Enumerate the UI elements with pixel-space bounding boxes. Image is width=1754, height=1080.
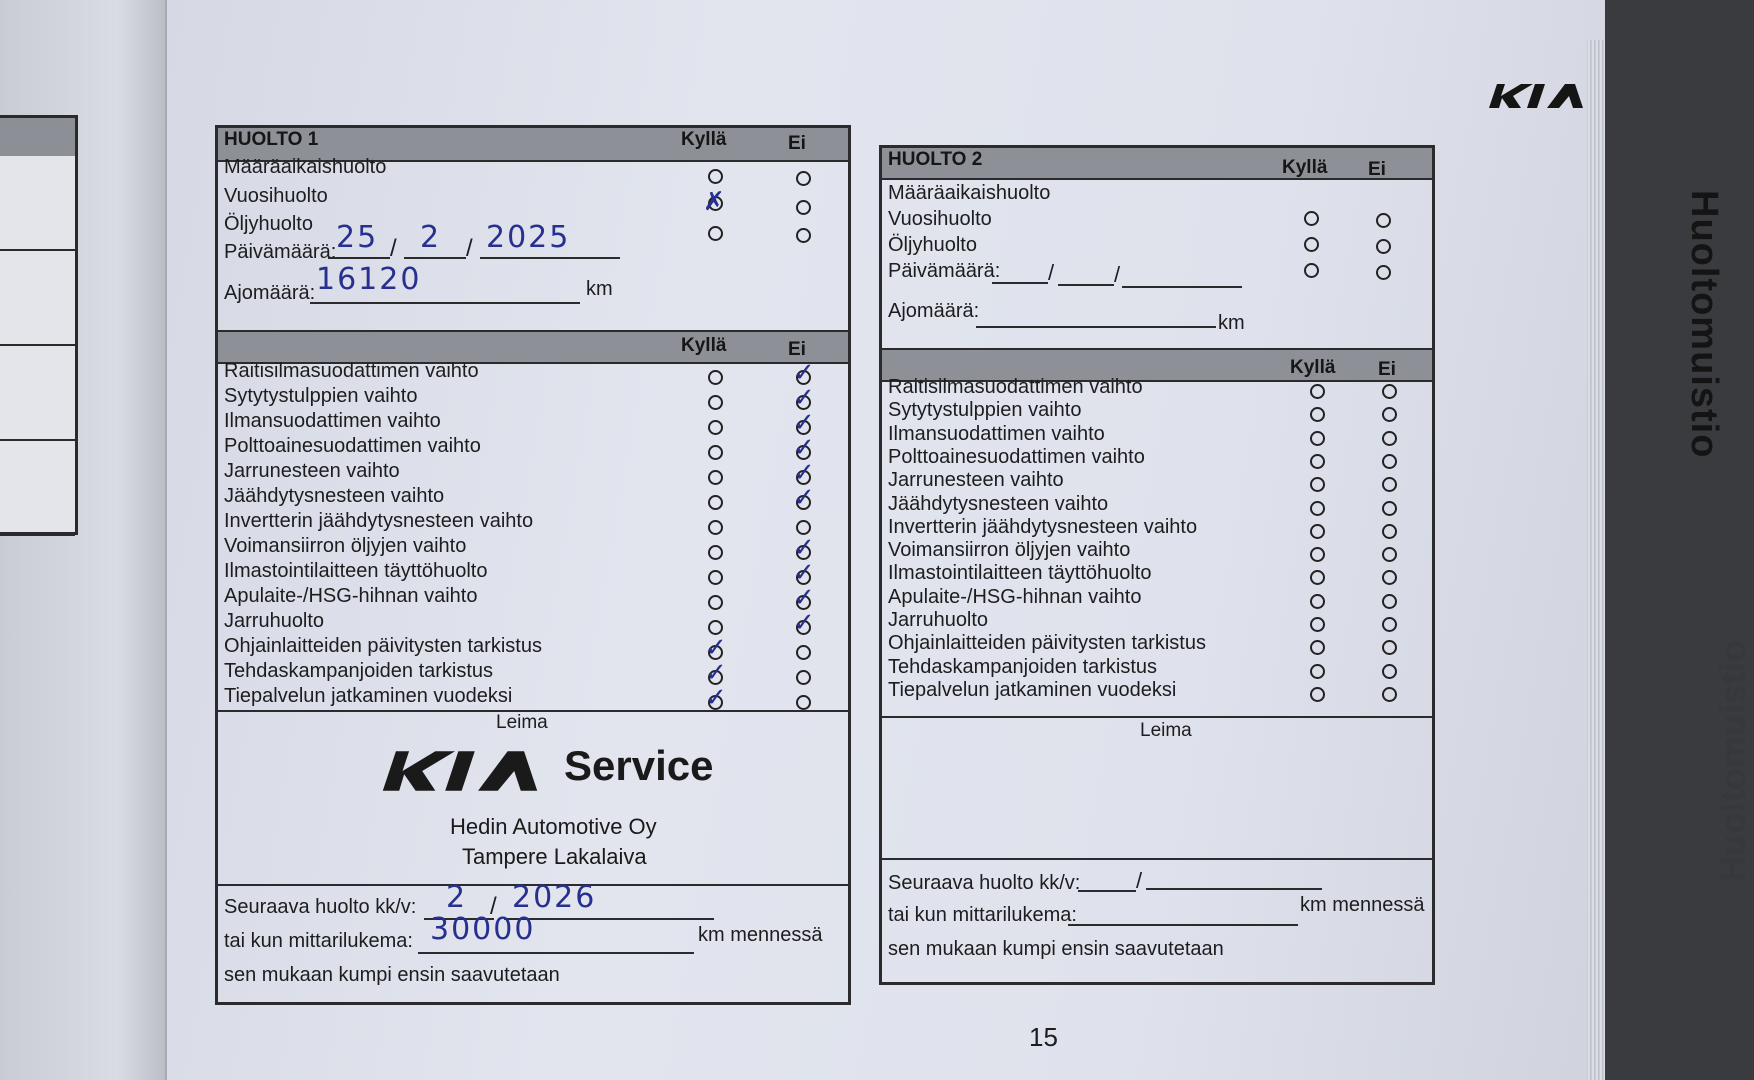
task-no-circle[interactable]	[1382, 570, 1397, 585]
form2-col-yes: Kyllä	[1282, 157, 1328, 178]
form1-mileage-next-value: 30000	[430, 912, 536, 947]
form1-col-yes: Kyllä	[681, 129, 727, 150]
check-mark-icon: ✓	[793, 408, 815, 438]
form1-date-day: 25	[336, 220, 379, 255]
task-yes-circle[interactable]	[1310, 384, 1325, 399]
task-label: Sytytystulppien vaihto	[888, 399, 1082, 422]
form2-title: HUOLTO 2	[888, 149, 983, 170]
form1-date-label: Päivämäärä:	[224, 241, 337, 263]
form1-mileage-next-label: tai kun mittarilukema:	[224, 930, 413, 952]
form1-maaraaikais-no-circle[interactable]	[796, 171, 811, 186]
task-no-circle[interactable]	[1382, 384, 1397, 399]
task-no-circle[interactable]	[1382, 524, 1397, 539]
form2-oljy-yes-circle[interactable]	[1304, 263, 1319, 278]
task-label: Ilmansuodattimen vaihto	[888, 422, 1105, 445]
task-label: Tiepalvelun jatkaminen vuodeksi	[888, 678, 1177, 701]
task-yes-circle[interactable]	[708, 470, 723, 485]
task-label: Ilmastointilaitteen täyttöhuolto	[224, 560, 488, 582]
form1-mileage-label: Ajomäärä:	[224, 282, 316, 304]
form1-mileage-value: 16120	[316, 262, 422, 297]
task-yes-circle[interactable]	[1310, 547, 1325, 562]
task-yes-circle[interactable]	[1310, 524, 1325, 539]
task-label: Tehdaskampanjoiden tarkistus	[224, 660, 494, 682]
kia-logo-icon	[1487, 82, 1585, 110]
check-mark-icon: ✓	[793, 583, 815, 613]
form1-footer-note: sen mukaan kumpi ensin saavutetaan	[224, 964, 560, 986]
check-mark-icon: ✓	[793, 433, 815, 463]
form2-col-no: Ei	[1368, 159, 1386, 180]
page-number: 15	[1029, 1022, 1058, 1052]
check-mark-icon: ✓	[793, 358, 815, 388]
form1-row-maaraaikaishuolto: Määräaikaishuolto	[224, 156, 387, 178]
task-no-circle[interactable]	[1382, 547, 1397, 562]
form2-task-col-no: Ei	[1378, 359, 1396, 380]
task-no-circle[interactable]	[1382, 407, 1397, 422]
task-yes-circle[interactable]	[708, 595, 723, 610]
form1-stamp	[378, 740, 738, 880]
task-label: Polttoainesuodattimen vaihto	[224, 435, 481, 457]
form2-mileage-next-label: tai kun mittarilukema:	[888, 904, 1077, 926]
form1-maaraaikais-yes-circle[interactable]	[708, 169, 723, 184]
task-label: Apulaite-/HSG-hihnan vaihto	[224, 585, 478, 607]
task-no-circle[interactable]	[1382, 617, 1397, 632]
side-title-ghost: Huoltomuistio	[1712, 640, 1753, 882]
form1-stamp-label: Leima	[496, 712, 548, 733]
task-label: Tehdaskampanjoiden tarkistus	[888, 655, 1158, 678]
form1-task-col-no: Ei	[788, 339, 806, 360]
task-yes-circle[interactable]	[1310, 431, 1325, 446]
check-mark-icon: ✓	[705, 633, 727, 663]
check-mark-icon: ✓	[705, 683, 727, 713]
task-no-circle[interactable]	[1382, 664, 1397, 679]
left-page	[0, 0, 168, 1080]
check-mark-icon: ✓	[793, 533, 815, 563]
task-label: Invertterin jäähdytysnesteen vaihto	[888, 515, 1198, 538]
form1-tasks-header	[218, 330, 848, 364]
task-yes-circle[interactable]	[708, 520, 723, 535]
form1-next-label: Seuraava huolto kk/v:	[224, 896, 417, 918]
task-yes-circle[interactable]	[1310, 640, 1325, 655]
form2-header	[882, 146, 1432, 180]
task-label: Jarrunesteen vaihto	[224, 460, 400, 482]
task-yes-circle[interactable]	[1310, 501, 1325, 516]
form2-vuosi-no-circle[interactable]	[1376, 239, 1391, 254]
check-mark-icon: ✓	[793, 608, 815, 638]
form2-row-oljyhuolto: Öljyhuolto	[888, 234, 977, 256]
task-no-circle[interactable]	[796, 670, 811, 685]
form1-date-month: 2	[420, 220, 442, 255]
form1-next-year: 2026	[512, 880, 597, 915]
task-yes-circle[interactable]	[1310, 477, 1325, 492]
kia-logo-icon	[378, 748, 542, 794]
task-label: Voimansiirron öljyjen vaihto	[224, 535, 467, 557]
stamp-service-text: Service	[564, 742, 714, 789]
task-yes-circle[interactable]	[1310, 687, 1325, 702]
form2-maaraaikais-no-circle[interactable]	[1376, 213, 1391, 228]
task-label: Ohjainlaitteiden päivitysten tarkistus	[888, 632, 1206, 655]
task-yes-circle[interactable]	[708, 395, 723, 410]
form2-next-label: Seuraava huolto kk/v:	[888, 872, 1081, 894]
form1-title: HUOLTO 1	[224, 129, 319, 150]
task-label: Apulaite-/HSG-hihnan vaihto	[888, 585, 1142, 608]
form2-task-col-yes: Kyllä	[1290, 357, 1336, 378]
form1-row-vuosihuolto: Vuosihuolto	[224, 185, 328, 207]
task-label: Jäähdytysnesteen vaihto	[888, 492, 1109, 515]
task-no-circle[interactable]	[796, 695, 811, 710]
task-label: Jarruhuolto	[888, 609, 989, 631]
form1-col-no: Ei	[788, 133, 806, 154]
form1-vuosi-no-circle[interactable]	[796, 200, 811, 215]
task-label: Jarruhuolto	[224, 610, 325, 632]
page-edge	[1587, 40, 1605, 1080]
task-yes-circle[interactable]	[1310, 454, 1325, 469]
booklet-page	[165, 0, 1753, 1080]
stamp-company: Hedin Automotive Oy	[450, 814, 657, 839]
task-label: Ilmansuodattimen vaihto	[224, 410, 441, 432]
form2-stamp-label: Leima	[1140, 720, 1192, 741]
form2-footer-note: sen mukaan kumpi ensin saavutetaan	[888, 938, 1224, 960]
task-yes-circle[interactable]	[708, 420, 723, 435]
side-title: Huoltomuistio	[1683, 190, 1725, 459]
form2-stamp-area[interactable]	[882, 746, 1432, 856]
task-label: Ohjainlaitteiden päivitysten tarkistus	[224, 635, 542, 657]
task-yes-circle[interactable]	[708, 495, 723, 510]
task-label: Ilmastointilaitteen täyttöhuolto	[888, 562, 1152, 585]
check-mark-icon: ✓	[793, 383, 815, 413]
stamp-location: Tampere Lakalaiva	[462, 844, 647, 869]
task-no-circle[interactable]	[1382, 431, 1397, 446]
form1-next-month: 2	[446, 880, 468, 915]
task-no-circle[interactable]	[1382, 640, 1397, 655]
task-yes-circle[interactable]	[1310, 617, 1325, 632]
check-mark-icon: ✗	[703, 187, 725, 217]
form1-task-col-yes: Kyllä	[681, 335, 727, 356]
form2-oljy-no-circle[interactable]	[1376, 265, 1391, 280]
task-label: Jarrunesteen vaihto	[888, 469, 1064, 492]
task-no-circle[interactable]	[796, 645, 811, 660]
task-label: Sytytystulppien vaihto	[224, 385, 418, 407]
form2-row-vuosihuolto: Vuosihuolto	[888, 208, 992, 230]
task-label: Invertterin jäähdytysnesteen vaihto	[224, 510, 534, 532]
task-yes-circle[interactable]	[708, 570, 723, 585]
task-no-circle[interactable]	[1382, 501, 1397, 516]
task-yes-circle[interactable]	[1310, 407, 1325, 422]
task-label: Raitisilmasuodattimen vaihto	[224, 360, 479, 382]
task-yes-circle[interactable]	[1310, 664, 1325, 679]
task-no-circle[interactable]	[1382, 594, 1397, 609]
service-form-1: HUOLTO 1 Kyllä Ei Määräaikaishuolto Vuosihuolto Öljyhuolto ✗ Päivämäärä: 25 / 2 / 2025 Ajomäärä: 16120 km Kyllä Ei Raitisilmasuodattimen vaihto ✓ Sytytystulppien vaihto ✓ Ilmansuodattimen vaihto ✓ Polttoainesuodattimen vaihto ✓ Jarrunesteen vaihto ✓ Jäähdytysnesteen vaihto ✓ Invertterin jäähdytysnesteen vaihto Voimansiirron öljyjen vaihto ✓ Ilmastointilaitteen täyttöhuolto ✓ Apulaite-/HSG-hihnan vaihto ✓ Jarruhuolto ✓ Ohjainlaitteiden päivitysten tarkistus ✓ Tehdaskampanjoiden tarkistus ✓ Tiepalvelun jatkaminen vuodeksi ✓ Leima Service Hedin Automotive Oy Tampere Lakalaiva Seuraava huolto kk/v: 2 / 2026 tai kun mittarilukema: 30000 km mennessä sen mukaan kumpi ensin saavutetaan	[215, 125, 851, 1005]
task-yes-circle[interactable]	[708, 370, 723, 385]
task-no-circle[interactable]	[1382, 477, 1397, 492]
check-mark-icon: ✓	[793, 558, 815, 588]
task-yes-circle[interactable]	[708, 445, 723, 460]
form2-mileage-label: Ajomäärä:	[888, 300, 980, 322]
task-no-circle[interactable]	[1382, 687, 1397, 702]
form1-oljy-yes-circle[interactable]	[708, 226, 723, 241]
form2-maaraaikais-yes-circle[interactable]	[1304, 211, 1319, 226]
check-mark-icon: ✓	[705, 658, 727, 688]
form2-row-maaraaikaishuolto: Määräaikaishuolto	[888, 182, 1051, 204]
task-no-circle[interactable]	[1382, 454, 1397, 469]
task-label: Voimansiirron öljyjen vaihto	[888, 539, 1131, 562]
form2-mileage-unit: km	[1218, 312, 1245, 334]
left-page-table	[0, 115, 78, 535]
service-form-2: HUOLTO 2 Kyllä Ei Määräaikaishuolto Vuosihuolto Öljyhuolto Päivämäärä: / / Ajomäärä: km Kyllä Ei Raitisilmasuodattimen vaihto Sytytystulppien vaihto Ilmansuodattimen vaihto Polttoainesuodattimen vaihto Jarrunesteen vaihto Jäähdytysnesteen vaihto Invertterin jäähdytysnesteen vaihto Voimansiirron öljyjen vaihto Ilmastointilaitteen täyttöhuolto Apulaite-/HSG-hihnan vaihto Jarruhuolto Ohjainlaitteiden päivitysten tarkistus Tehdaskampanjoiden tarkistus Tiepalvelun jatkaminen vuodeksi Leima Seuraava huolto kk/v: / tai kun mittarilukema: km mennessä sen mukaan kumpi ensin saavutetaan	[879, 145, 1435, 985]
task-yes-circle[interactable]	[708, 545, 723, 560]
task-label: Polttoainesuodattimen vaihto	[888, 445, 1145, 468]
form1-mileage-unit: km	[586, 278, 613, 300]
form1-oljy-no-circle[interactable]	[796, 228, 811, 243]
form2-mileage-next-unit: km mennessä	[1300, 894, 1425, 916]
check-mark-icon: ✓	[793, 458, 815, 488]
task-label: Jäähdytysnesteen vaihto	[224, 485, 445, 507]
task-yes-circle[interactable]	[1310, 594, 1325, 609]
task-label: Tiepalvelun jatkaminen vuodeksi	[224, 685, 513, 707]
task-yes-circle[interactable]	[1310, 570, 1325, 585]
form2-vuosi-yes-circle[interactable]	[1304, 237, 1319, 252]
form2-date-label: Päivämäärä:	[888, 260, 1001, 282]
form1-date-year: 2025	[486, 220, 571, 255]
form1-mileage-next-unit: km mennessä	[698, 924, 823, 946]
form1-row-oljyhuolto: Öljyhuolto	[224, 213, 313, 235]
check-mark-icon: ✓	[793, 483, 815, 513]
task-label: Raitisilmasuodattimen vaihto	[888, 376, 1143, 398]
